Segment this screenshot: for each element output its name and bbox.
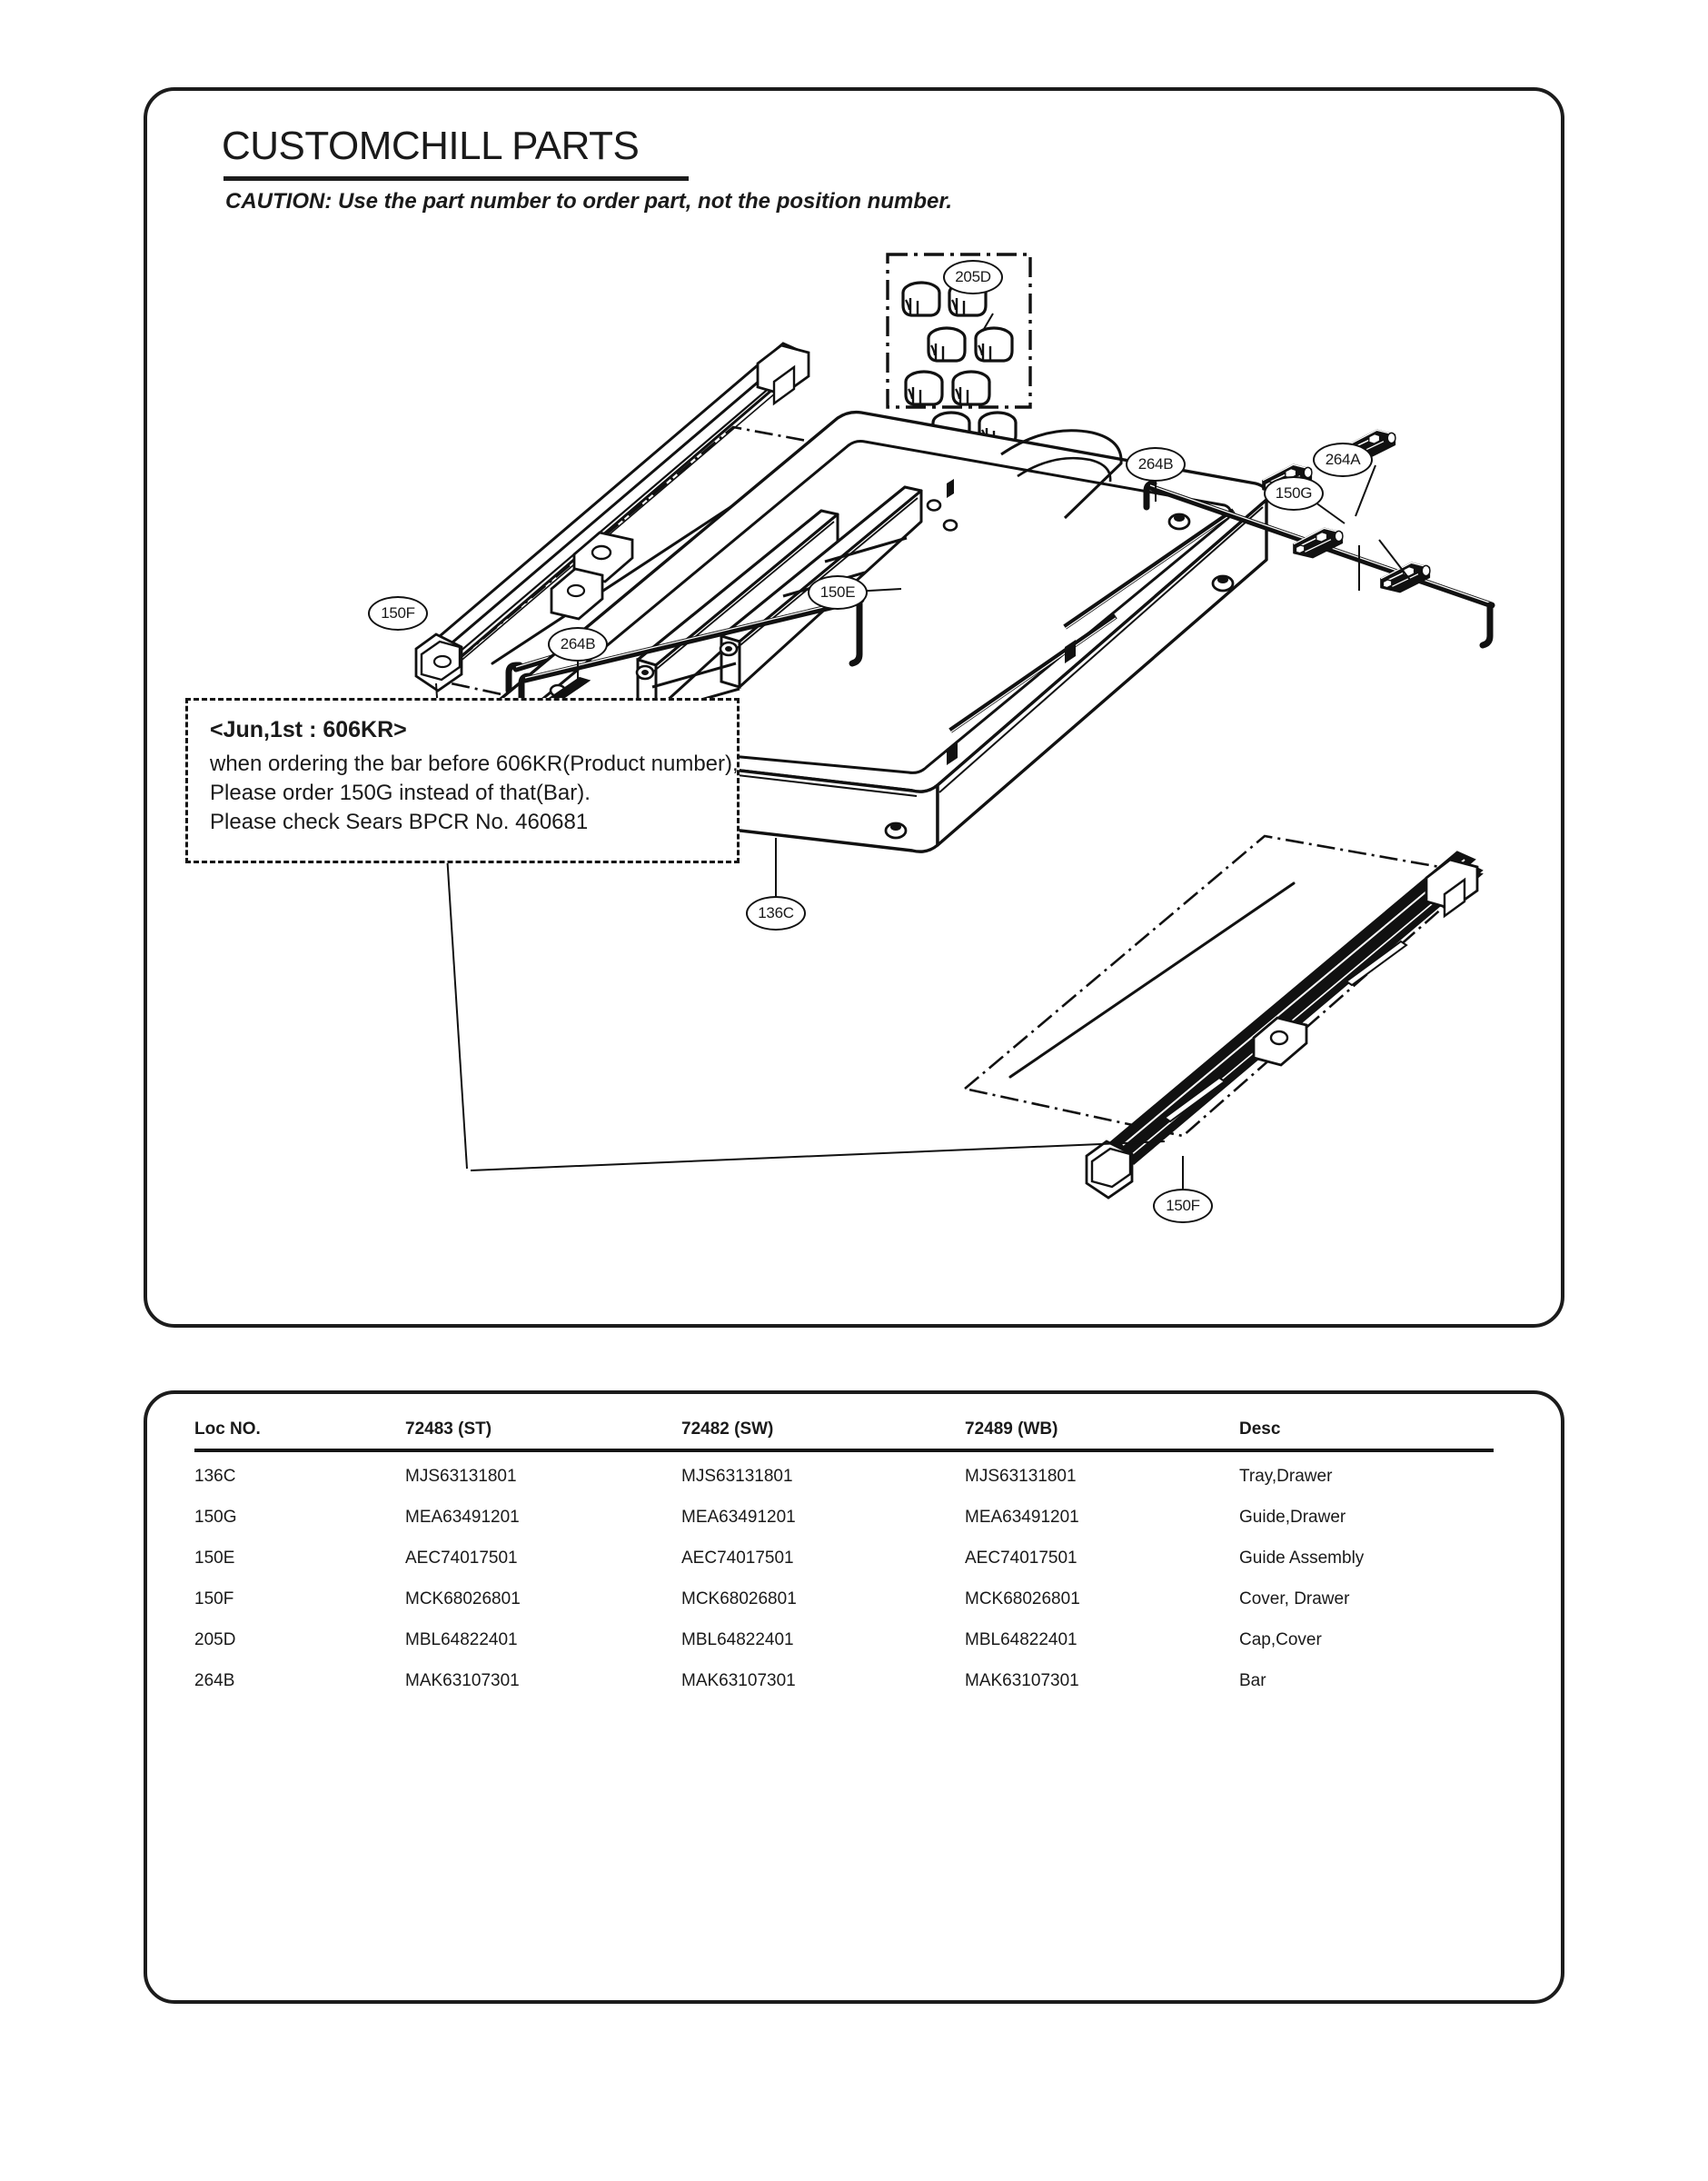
cover-rail-lower [1087, 852, 1481, 1198]
cap-group [903, 283, 1016, 445]
column-header-wb: 72489 (WB) [965, 1419, 1058, 1439]
cell-st: MAK63107301 [405, 1671, 520, 1690]
cell-wb: MBL64822401 [965, 1630, 1077, 1649]
leader-205d [984, 314, 993, 329]
column-header-desc: Desc [1239, 1419, 1281, 1439]
cell-desc: Guide Assembly [1239, 1549, 1365, 1568]
balloon-150f-upper[interactable]: 150F [368, 596, 428, 631]
table-row [194, 1497, 1494, 1538]
balloon-264a[interactable]: 264A [1313, 443, 1373, 477]
table-row [194, 1619, 1494, 1660]
exploded-parts-diagram [147, 91, 1568, 1331]
column-header-loc: Loc NO. [194, 1419, 261, 1439]
table-row [194, 1538, 1494, 1578]
cell-wb: MCK68026801 [965, 1589, 1080, 1608]
cell-desc: Tray,Drawer [1239, 1467, 1333, 1486]
cell-sw: MCK68026801 [681, 1589, 797, 1608]
cell-loc: 136C [194, 1467, 236, 1486]
cell-sw: MJS63131801 [681, 1467, 793, 1486]
cell-loc: 264B [194, 1671, 235, 1690]
cell-sw: MEA63491201 [681, 1508, 796, 1527]
cell-desc: Cap,Cover [1239, 1630, 1322, 1649]
cell-st: AEC74017501 [405, 1549, 518, 1568]
cell-st: MCK68026801 [405, 1589, 521, 1608]
balloon-136c[interactable]: 136C [746, 896, 806, 931]
ordering-note-box [185, 698, 740, 863]
balloon-150e[interactable]: 150E [808, 575, 868, 610]
cell-sw: MBL64822401 [681, 1630, 794, 1649]
note-heading: <Jun,1st : 606KR> [210, 717, 407, 742]
balloon-264b-upper[interactable]: 264B [548, 627, 608, 662]
cell-sw: MAK63107301 [681, 1671, 796, 1690]
cell-wb: MJS63131801 [965, 1467, 1077, 1486]
cell-sw: AEC74017501 [681, 1549, 794, 1568]
caution-note: CAUTION: Use the part number to order part, not the position number. [225, 189, 953, 214]
note-line-1: when ordering the bar before 606KR(Product number), [210, 752, 739, 776]
note-line-2: Please order 150G instead of that(Bar). [210, 780, 591, 805]
note-line-3: Please check Sears BPCR No. 460681 [210, 809, 589, 834]
cell-wb: AEC74017501 [965, 1549, 1077, 1568]
balloon-150f-lower[interactable]: 150F [1153, 1189, 1213, 1223]
cell-st: MBL64822401 [405, 1630, 518, 1649]
table-header-row [194, 1414, 1494, 1450]
balloon-150g[interactable]: 150G [1264, 476, 1324, 511]
parts-table [194, 1414, 1494, 1701]
leader-assembly-bottom [471, 1141, 1165, 1170]
cell-wb: MAK63107301 [965, 1671, 1079, 1690]
table-row [194, 1660, 1494, 1701]
cell-desc: Guide,Drawer [1239, 1508, 1346, 1527]
cell-wb: MEA63491201 [965, 1508, 1079, 1527]
table-row [194, 1450, 1494, 1497]
cell-desc: Cover, Drawer [1239, 1589, 1350, 1608]
cell-loc: 150E [194, 1549, 235, 1568]
diagram-panel [144, 87, 1564, 1328]
parts-table-panel [144, 1390, 1564, 2004]
column-header-sw: 72482 (SW) [681, 1419, 774, 1439]
table-row [194, 1578, 1494, 1619]
column-header-st: 72483 (ST) [405, 1419, 492, 1439]
cell-st: MJS63131801 [405, 1467, 517, 1486]
guide-plane-lower [965, 836, 1481, 1136]
cell-desc: Bar [1239, 1671, 1266, 1690]
balloon-205d[interactable]: 205D [943, 260, 1003, 294]
balloon-264b-right[interactable]: 264B [1126, 447, 1186, 482]
cell-loc: 205D [194, 1630, 236, 1649]
page-title: CUSTOMCHILL PARTS [222, 124, 640, 168]
cell-loc: 150F [194, 1589, 234, 1608]
cell-st: MEA63491201 [405, 1508, 520, 1527]
cell-loc: 150G [194, 1508, 237, 1527]
